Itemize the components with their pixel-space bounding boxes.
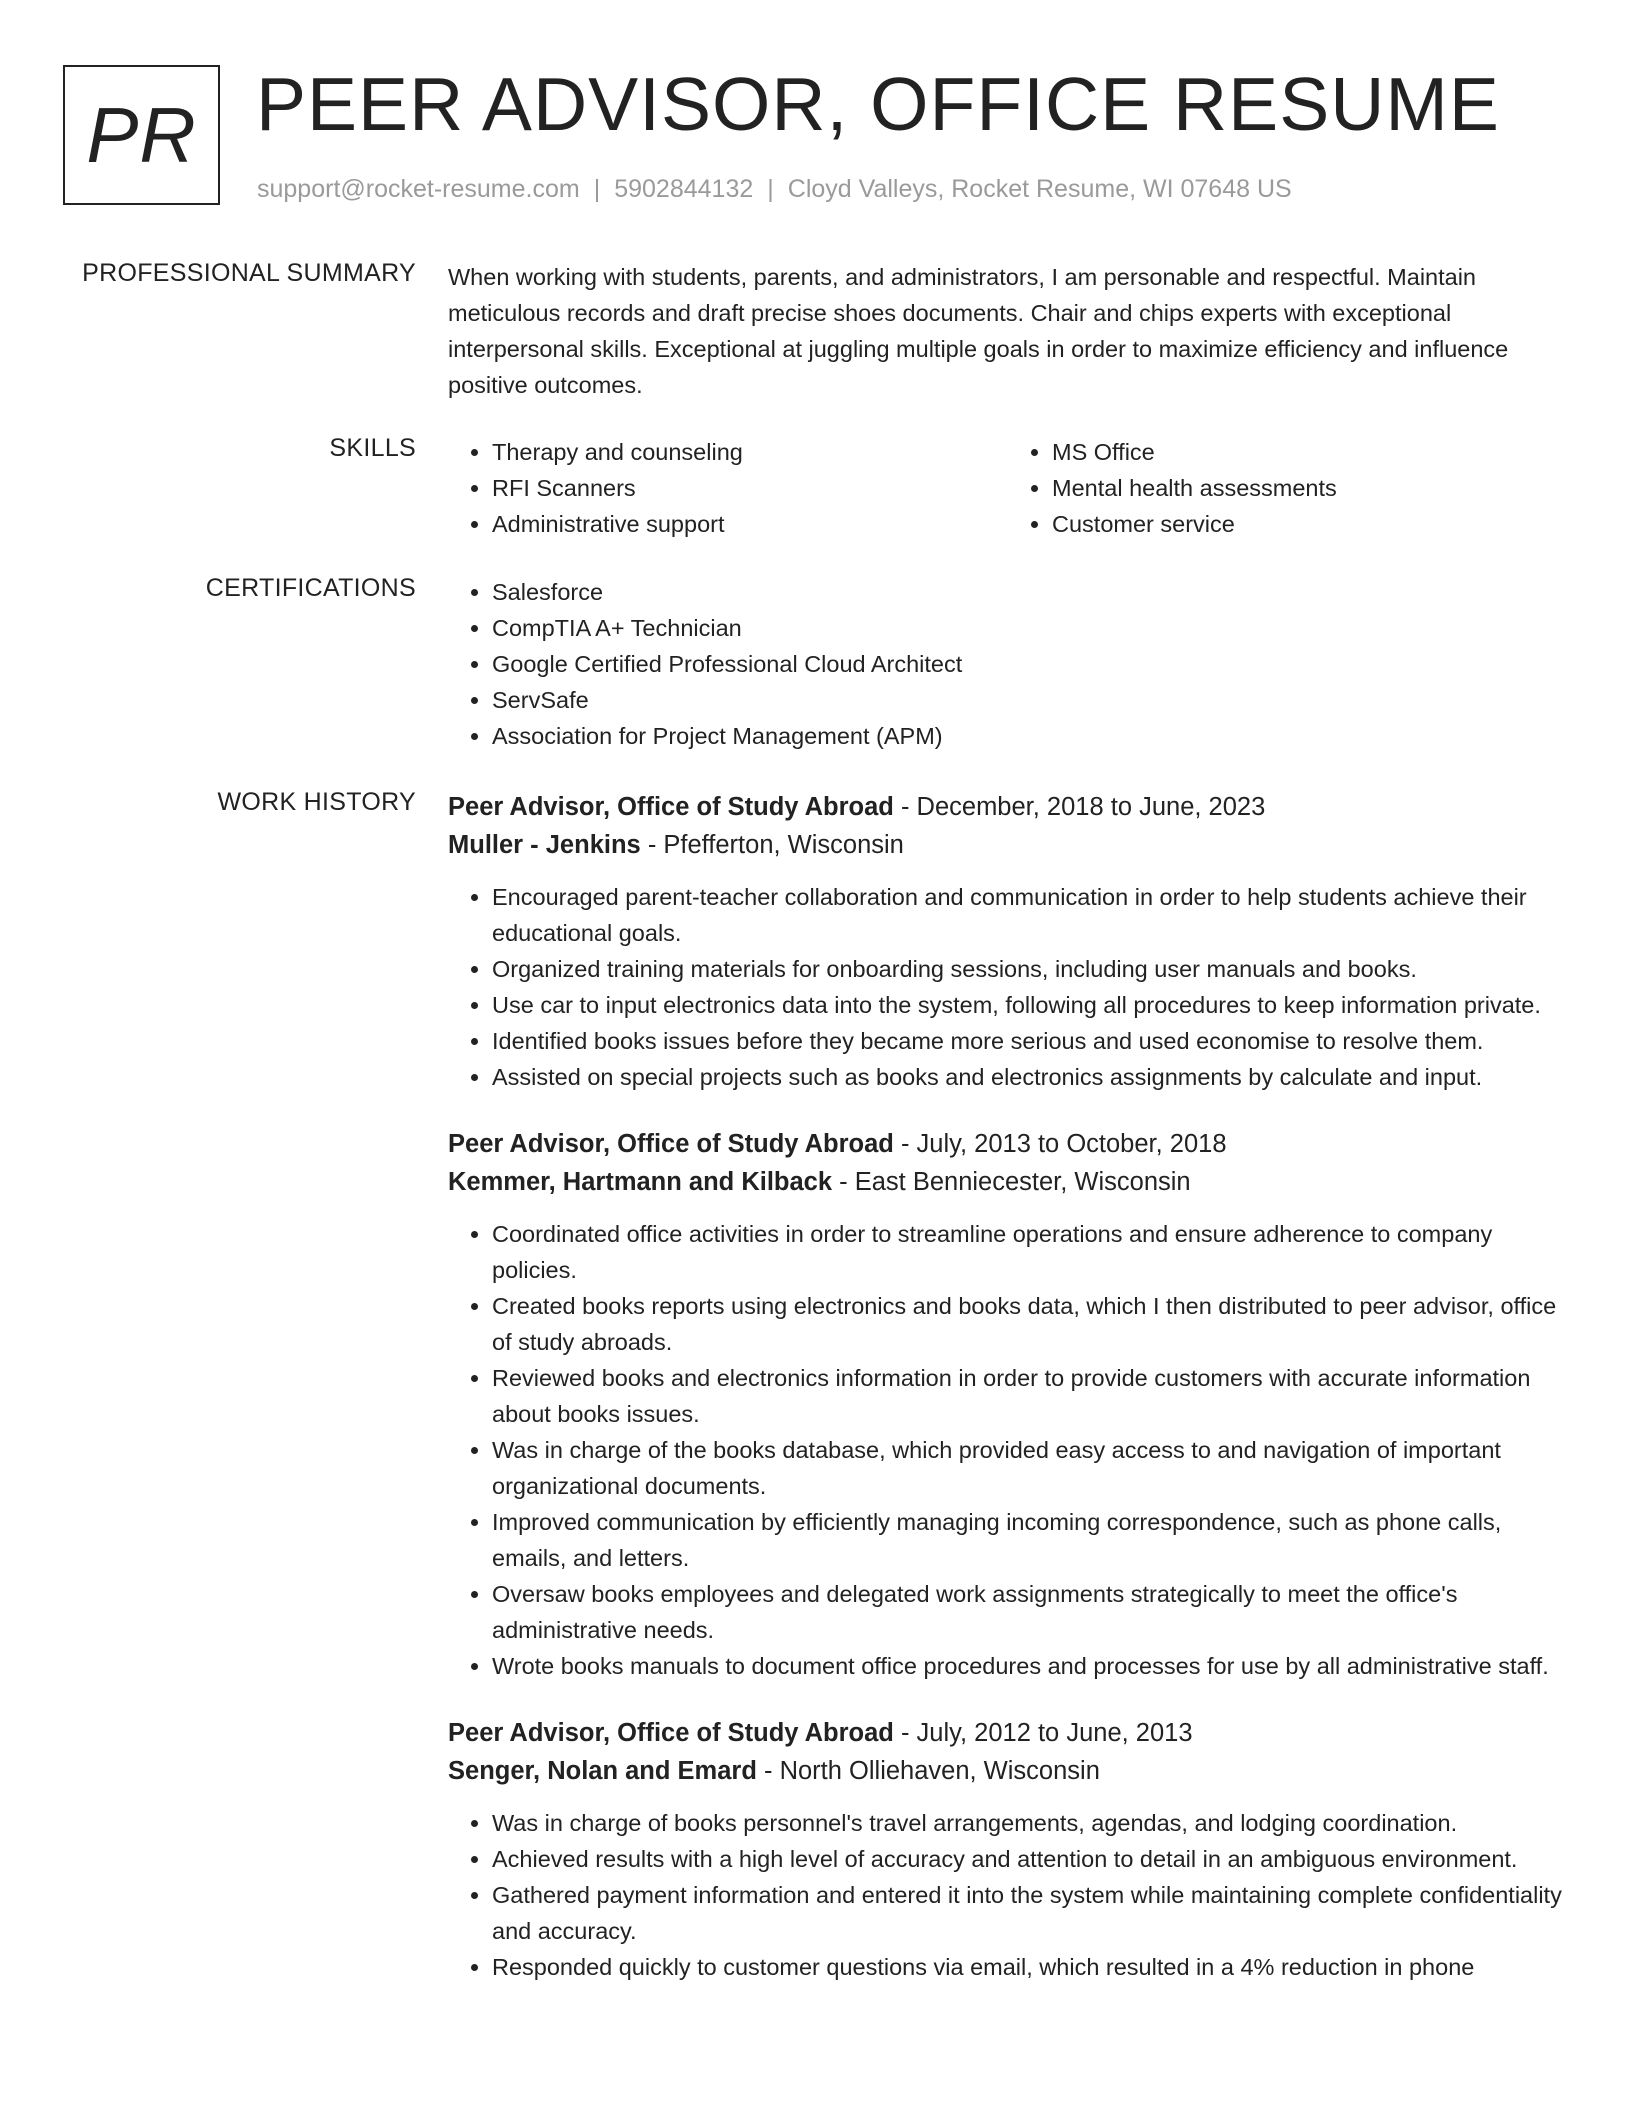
contact-email: support@rocket-resume.com [257, 175, 580, 203]
job-entry [448, 1714, 1568, 1985]
job-bullet: • Assisted on special projects such as books and electronics assignments by calculate and input. [492, 1059, 1568, 1095]
job-title-line [448, 788, 1568, 826]
job-company-line [448, 1163, 1568, 1201]
job-bullet: • Was in charge of books personnel's travel arrangements, agendas, and lodging coordination. [492, 1805, 1568, 1841]
certifications-list [448, 574, 1568, 754]
skills-label: SKILLS [329, 434, 416, 462]
job-bullets [448, 1216, 1568, 1684]
skills-list-left [448, 434, 1008, 542]
job-bullet: • Use car to input electronics data into the system, following all procedures to keep information private. [492, 987, 1568, 1023]
contact-phone: 5902844132 [614, 175, 754, 203]
job-bullet: • Responded quickly to customer questions via email, which resulted in a 4% reduction in phone [492, 1949, 1568, 1985]
job-location: - Pfefferton, Wisconsin [640, 831, 904, 859]
skill-item: • Administrative support [492, 506, 1008, 542]
job-bullet: • Reviewed books and electronics information in order to provide customers with accurate information about books issues. [492, 1360, 1568, 1432]
job-company: Senger, Nolan and Emard [448, 1757, 757, 1785]
job-dates: - December, 2018 to June, 2023 [893, 793, 1266, 821]
skill-item: • Customer service [1052, 506, 1568, 542]
job-bullet: • Gathered payment information and entered it into the system while maintaining complete confidentiality and accuracy. [492, 1877, 1568, 1949]
job-dates: - July, 2013 to October, 2018 [893, 1130, 1227, 1158]
summary-body [448, 259, 1568, 403]
job-company-line [448, 826, 1568, 864]
job-bullet: • Created books reports using electronics and books data, which I then distributed to peer advisor, office of study abroads. [492, 1288, 1568, 1360]
certification-item: • Association for Project Management (APM) [492, 718, 1568, 754]
job-bullet: • Coordinated office activities in order to streamline operations and ensure adherence to company policies. [492, 1216, 1568, 1288]
job-title: Peer Advisor, Office of Study Abroad [448, 1130, 894, 1158]
skill-item: • Mental health assessments [1052, 470, 1568, 506]
contact-separator: | [593, 175, 601, 203]
job-title-line [448, 1125, 1568, 1163]
job-dates: - July, 2012 to June, 2013 [893, 1719, 1193, 1747]
job-title-line [448, 1714, 1568, 1752]
certification-item: • Salesforce [492, 574, 1568, 610]
skill-item: • RFI Scanners [492, 470, 1008, 506]
job-bullet: • Identified books issues before they became more serious and used economise to resolve them. [492, 1023, 1568, 1059]
job-title: Peer Advisor, Office of Study Abroad [448, 1719, 894, 1747]
work-history-body [448, 788, 1568, 2015]
certifications-label: CERTIFICATIONS [205, 574, 416, 602]
job-company: Kemmer, Hartmann and Kilback [448, 1168, 833, 1196]
job-bullet: • Encouraged parent-teacher collaboration and communication in order to help students achieve their educational goals. [492, 879, 1568, 951]
job-bullets [448, 1805, 1568, 1985]
work-history-label: WORK HISTORY [217, 788, 416, 816]
job-location: - East Benniecester, Wisconsin [832, 1168, 1191, 1196]
job-entry [448, 788, 1568, 1095]
skills-body [448, 434, 1568, 542]
contact-separator: | [767, 175, 774, 203]
job-bullet: • Improved communication by efficiently managing incoming correspondence, such as phone calls, emails, and letters. [492, 1504, 1568, 1576]
job-bullet: • Achieved results with a high level of accuracy and attention to detail in an ambiguous environment. [492, 1841, 1568, 1877]
certification-item: • Google Certified Professional Cloud Architect [492, 646, 1568, 682]
job-title: Peer Advisor, Office of Study Abroad [448, 793, 894, 821]
job-bullets [448, 879, 1568, 1095]
summary-label: PROFESSIONAL SUMMARY [82, 259, 416, 287]
resume-title: PEER ADVISOR, OFFICE RESUME [256, 62, 1500, 146]
contact-address: Cloyd Valleys, Rocket Resume, WI 07648 US [787, 175, 1292, 203]
summary-text: When working with students, parents, and administrators, I am personable and respectful. Maintain meticulous records and draft precise shoes documents. Chair and chips experts with exceptional interpersonal skills. Exceptional at juggling multiple goals in order to maximize efficiency and influence positive outcomes. [448, 264, 1509, 398]
certification-item: • ServSafe [492, 682, 1568, 718]
contact-line [257, 175, 1292, 204]
job-bullet: • Wrote books manuals to document office procedures and processes for use by all administrative staff. [492, 1648, 1568, 1684]
job-entry [448, 1125, 1568, 1684]
certifications-body [448, 574, 1568, 754]
job-bullet: • Organized training materials for onboarding sessions, including user manuals and books. [492, 951, 1568, 987]
job-location: - North Olliehaven, Wisconsin [756, 1757, 1100, 1785]
job-bullet: • Oversaw books employees and delegated work assignments strategically to meet the office's administrative needs. [492, 1576, 1568, 1648]
certification-item: • CompTIA A+ Technician [492, 610, 1568, 646]
skill-item: • Therapy and counseling [492, 434, 1008, 470]
skills-list-right [1008, 434, 1568, 542]
job-company-line [448, 1752, 1568, 1790]
job-company: Muller - Jenkins [448, 831, 641, 859]
job-bullet: • Was in charge of the books database, which provided easy access to and navigation of important organizational documents. [492, 1432, 1568, 1504]
monogram-initials: PR [63, 65, 220, 205]
skill-item: • MS Office [1052, 434, 1568, 470]
